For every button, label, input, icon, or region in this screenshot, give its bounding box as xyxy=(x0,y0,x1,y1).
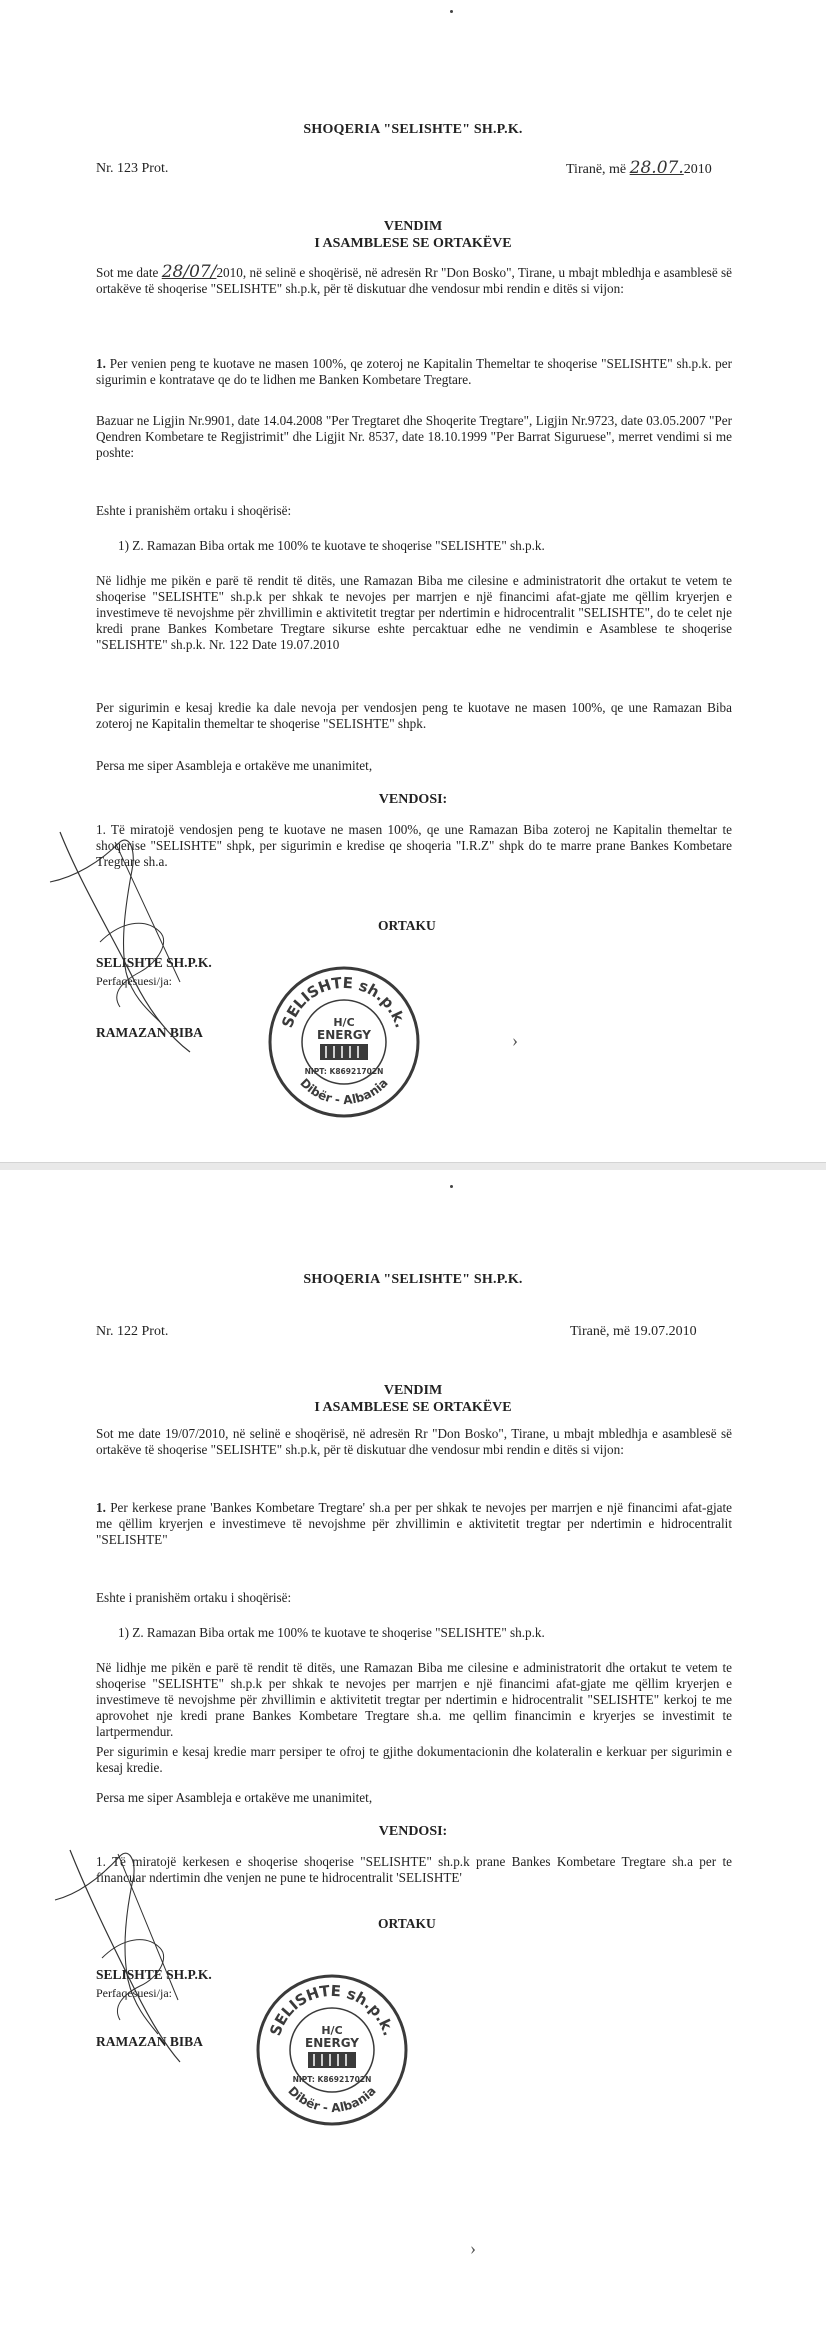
unanimity-line: Persa me siper Asambleja e ortakëve me unanimitet, xyxy=(96,758,373,773)
company-header: SHOQERIA "SELISHTE" SH.P.K. xyxy=(303,1272,523,1287)
date-year: 2010 xyxy=(683,162,712,177)
scan-mark xyxy=(450,10,453,13)
scan-mark: › xyxy=(512,1030,518,1050)
document-page-1 xyxy=(0,0,826,1168)
svg-text:Dibër - Albania xyxy=(285,2084,378,2115)
title-line-1: VENDIM xyxy=(383,219,443,234)
company-stamp xyxy=(252,1970,412,2135)
stamp-energy: ENERGY xyxy=(305,2036,359,2050)
protocol-number: Nr. 122 Prot. xyxy=(96,1324,169,1339)
decision-text: 1. Të miratojë kerkesen e shoqerise shoqerise "SELISHTE" sh.p.k prane Bankes Kombetare Tregtare sh.a per te financuar ndertimin dhe venjen ne pune te hidrocentralit 'SELISHTE' xyxy=(96,1854,732,1885)
signature-name: RAMAZAN BIBA xyxy=(96,2034,203,2049)
agenda-item xyxy=(96,356,732,388)
need-paragraph: Per sigurimin e kesaj kredie marr persiper te ofroj te gjithe dokumentacionin dhe kolateralin e kerkuar per sigurimin e kesaj kredie. xyxy=(96,1744,732,1775)
intro-rest: 2010, në selinë e shoqërisë, në adresën Rr "Don Bosko", Tirane, u mbajt mbledhja e asamblesë së ortakëve të shoqerise "SELISHTE" sh.p.k, për të diskutuar dhe vendosur mbi rendin e ditës si vijon: xyxy=(96,265,733,296)
handwritten-date: 28.07. xyxy=(629,158,684,178)
signature-representative-label: Perfaqesuesi/ja: xyxy=(96,974,172,988)
partner-line: 1) Z. Ramazan Biba ortak me 100% te kuotave te shoqerise "SELISHTE" sh.p.k. xyxy=(118,1625,545,1640)
decision-title xyxy=(0,218,826,252)
stamp-energy: ENERGY xyxy=(317,1028,371,1042)
stamp-bottom-text: Dibër - Albania xyxy=(297,1075,391,1108)
decision-title xyxy=(0,1382,826,1416)
stamp-seal xyxy=(252,1970,412,2130)
unanimity-line: Persa me siper Asambleja e ortakëve me unanimitet, xyxy=(96,1790,373,1805)
decides-heading: VENDOSI: xyxy=(378,792,448,807)
signature-company: SELISHTE SH.P.K. xyxy=(96,955,212,970)
intro-handwritten-date: 28/07/ xyxy=(161,262,217,282)
intro-paragraph xyxy=(96,264,732,297)
stamp-top-text: SELISHTE sh.p.k. xyxy=(266,1981,398,2039)
stamp-dam-icon xyxy=(308,2052,356,2068)
need-paragraph: Per sigurimin e kesaj kredie ka dale nevoja per vendosjen peng te kuotave ne masen 100%, qe une Ramazan Biba zoteroj ne Kapitalin themeltar te shoqerise "SELISHTE" shpk. xyxy=(96,700,732,731)
agenda-item xyxy=(96,1500,732,1548)
company-stamp xyxy=(264,962,424,1127)
stamp-top-text: SELISHTE sh.p.k. xyxy=(278,973,410,1031)
present-intro: Eshte i pranishëm ortaku i shoqërisë: xyxy=(96,1590,292,1605)
signature-company: SELISHTE SH.P.K. xyxy=(96,1967,212,1982)
stamp-hc: H/C xyxy=(321,2024,343,2037)
signatory-role: ORTAKU xyxy=(378,1916,436,1931)
agenda-text: Per kerkese prane 'Bankes Kombetare Tregtare' sh.a per per shkak te nevojes per marrjen e një financimi afat-gjate me qëllim kryerjen e investimeve të nevojshme për zhvillimin e aktivitetit tregtar per ndertimin e hidrocentralit "SELISHTE" xyxy=(96,1500,732,1547)
decides-heading: VENDOSI: xyxy=(378,1824,448,1839)
intro-prefix: Sot me date xyxy=(96,265,159,280)
partner-line: 1) Z. Ramazan Biba ortak me 100% te kuotave te shoqerise "SELISHTE" sh.p.k. xyxy=(118,538,545,553)
signatory-role: ORTAKU xyxy=(378,918,436,933)
stamp-bottom-text: Dibër - Albania xyxy=(285,2083,379,2116)
place-prefix: Tiranë, më xyxy=(566,162,627,177)
place-date: Tiranë, më 19.07.2010 xyxy=(570,1324,697,1339)
stamp-dam-icon xyxy=(320,1044,368,1060)
protocol-number: Nr. 123 Prot. xyxy=(96,161,169,176)
legal-basis: Bazuar ne Ligjin Nr.9901, date 14.04.2008 "Per Tregtaret dhe Shoqerite Tregtare", Ligjin Nr.9723, date 03.05.2007 "Per Qendren Kombetare te Regjistrimit" dhe Ligjit Nr. 8537, date 18.10.1999 "Per Barrat Siguruese", merret vendimi si me poshte: xyxy=(96,413,732,460)
agenda-text: Per venien peng te kuotave ne masen 100%, qe zoteroj ne Kapitalin Themeltar te shoqerise "SELISHTE" sh.p.k. per sigurimin e kontratave qe do te lidhen me Banken Kombetare Tregtare. xyxy=(96,356,733,387)
decision-text: 1. Të miratojë vendosjen peng te kuotave ne masen 100%, qe une Ramazan Biba zoteroj ne Kapitalin themeltar te shoqerise "SELISHTE" shpk, per sigurimin e kredise qe shoqeria "I.R.Z" shpk do te marre prane Bankes Kombetare Tregtare sh.a. xyxy=(96,822,732,869)
company-header: SHOQERIA "SELISHTE" SH.P.K. xyxy=(303,122,523,137)
scan-mark: › xyxy=(470,2238,476,2258)
intro-paragraph: Sot me date 19/07/2010, në selinë e shoqërisë, në adresën Rr "Don Bosko", Tirane, u mbajt mbledhja e asamblesë së ortakëve të shoqerise "SELISHTE" sh.p.k, për të diskutuar dhe vendosur mbi rendin e ditës si vijon: xyxy=(96,1426,732,1457)
svg-text:Dibër - Albania xyxy=(297,1076,390,1107)
agenda-number: 1. xyxy=(96,356,106,371)
present-intro: Eshte i pranishëm ortaku i shoqërisë: xyxy=(96,503,292,518)
scan-mark xyxy=(450,1185,453,1188)
signature-representative-label: Perfaqesuesi/ja: xyxy=(96,1986,172,2000)
title-line-2: I ASAMBLESE SE ORTAKËVE xyxy=(314,236,512,251)
title-line-1: VENDIM xyxy=(383,1383,443,1398)
title-line-2: I ASAMBLESE SE ORTAKËVE xyxy=(314,1400,512,1415)
stamp-nipt: NIPT: K86921702N xyxy=(304,1067,384,1076)
context-paragraph: Në lidhje me pikën e parë të rendit të ditës, une Ramazan Biba me cilesine e administratorit dhe ortakut te vetem te shoqerise "SELISHTE" sh.p.k per shkak te nevojes per marrjen e një financimi afat-gjate me qëllim kryerjen e investimeve të nevojshme për zhvillimin e aktivitetit tregtar per ndertimin e hidrocentralit "SELISHTE", do te celet nje kredi prane Bankes Kombetare Tregtare sikurse eshte percaktuar edhe ne vendimin e Asamblese te shoqerise "SELISHTE" sh.p.k. Nr. 122 Date 19.07.2010 xyxy=(96,573,732,652)
signature-name: RAMAZAN BIBA xyxy=(96,1025,203,1040)
agenda-number: 1. xyxy=(96,1500,106,1515)
stamp-hc: H/C xyxy=(333,1016,355,1029)
stamp-nipt: NIPT: K86921702N xyxy=(292,2075,372,2084)
handwritten-signature xyxy=(40,1830,270,2070)
context-paragraph: Në lidhje me pikën e parë të rendit të ditës, une Ramazan Biba me cilesine e administratorit dhe ortakut te vetem te shoqerise "SELISHTE" sh.p.k per shkak te nevojes per marrjen e një financimi afat-gjate me qëllim kryerjen e investimeve të nevojshme për zhvillimin e aktivitetit tregtar per ndertimin e hidrocentralit "SELISHTE" kerkoj te me aprovohet nje kredi prane Bankes Kombetare Tregtare sh.a. me qellim financimin e kryerjes se investimit te lartpermendur. xyxy=(96,1660,732,1739)
stamp-seal xyxy=(264,962,424,1122)
handwritten-signature xyxy=(40,822,270,1062)
place-date xyxy=(566,158,712,178)
document-page-2 xyxy=(0,1170,826,2338)
